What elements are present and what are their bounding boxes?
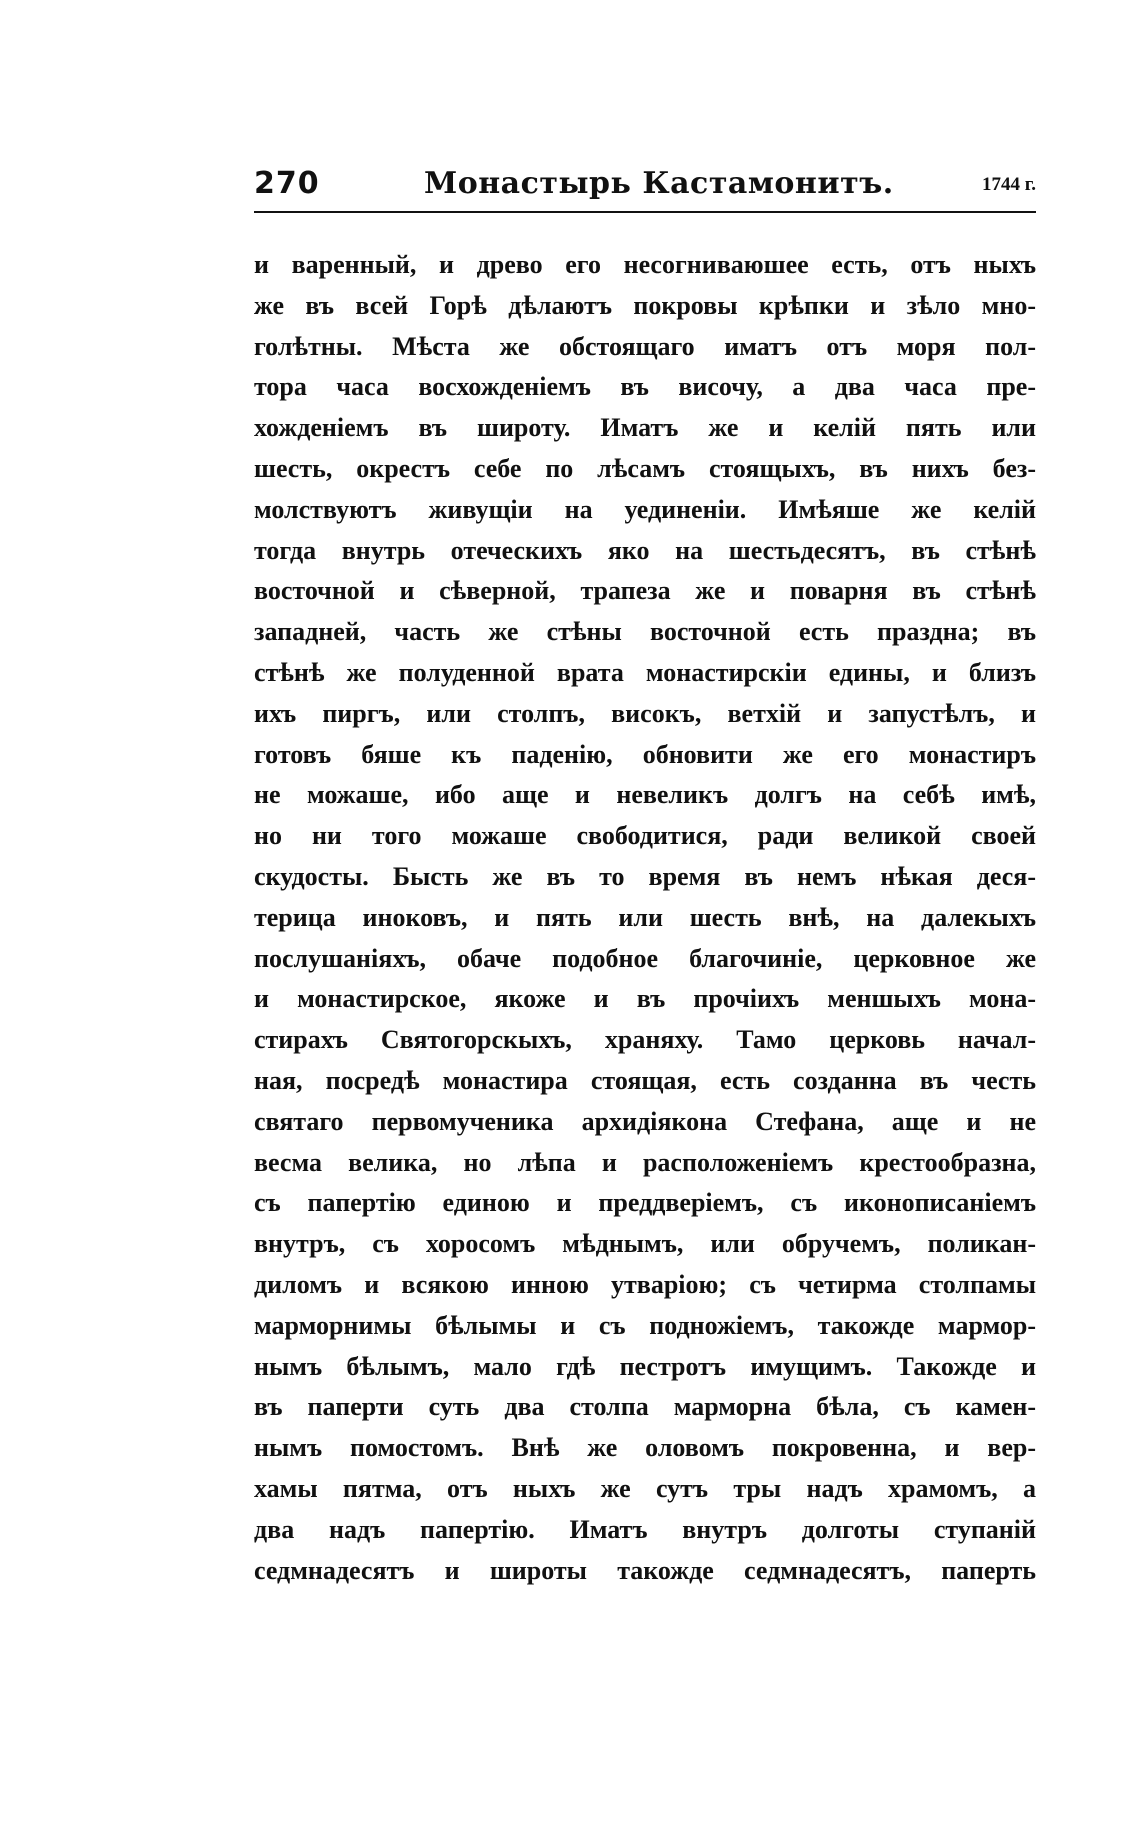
text-line: готовъ бяше къ паденію, обновити же его монастиръ bbox=[254, 739, 1036, 769]
text-line: ная, посредѣ монастира стоящая, есть созданна въ честь bbox=[254, 1065, 1036, 1095]
text-line: нымъ бѣлымъ, мало гдѣ пестротъ имущимъ. Такожде и bbox=[254, 1351, 1036, 1381]
text-line: терица иноковъ, и пять или шесть внѣ, на далекыхъ bbox=[254, 902, 1036, 932]
text-line: стирахъ Святогорскыхъ, храняху. Тамо церковь начал- bbox=[254, 1025, 1036, 1055]
text-line: скудосты. Бысть же въ то время въ немъ нѣкая деся- bbox=[254, 861, 1036, 891]
text-line: диломъ и всякою инною утваріою; съ четирма столпамы bbox=[254, 1269, 1036, 1299]
page-header bbox=[254, 160, 1036, 212]
text-line: два надъ папертію. Иматъ внутръ долготы ступаній bbox=[254, 1514, 1036, 1544]
running-title: Монастырь Кастамонитъ. bbox=[424, 166, 894, 201]
header-rule bbox=[254, 211, 1036, 213]
text-line: нымъ помостомъ. Внѣ же оловомъ покровенна, и вер- bbox=[254, 1433, 1036, 1463]
text-line: не можаше, ибо аще и невеликъ долгъ на себѣ имѣ, bbox=[254, 780, 1036, 810]
text-line: хожденіемъ въ широту. Иматъ же и келій пять или bbox=[254, 413, 1036, 443]
text-line: съ папертію единою и преддверіемъ, съ иконописаніемъ bbox=[254, 1188, 1036, 1218]
text-line: весма велика, но лѣпа и расположеніемъ крестообразна, bbox=[254, 1147, 1036, 1177]
text-line: и варенный, и древо его несогниваюшее есть, отъ ныхъ bbox=[254, 250, 1036, 279]
text-line: ихъ пиргъ, или столпъ, високъ, ветхій и запустѣлъ, и bbox=[254, 698, 1036, 728]
text-line: седмнадесятъ и широты такожде седмнадесятъ, паперть bbox=[254, 1555, 1036, 1585]
text-line: стѣнѣ же полуденной врата монастирскіи едины, и близъ bbox=[254, 657, 1036, 687]
text-line: внутръ, съ хоросомъ мѣднымъ, или обручемъ, поликан- bbox=[254, 1229, 1036, 1259]
text-line: послушаніяхъ, обаче подобное благочиніе, церковное же bbox=[254, 943, 1036, 973]
text-line: тогда внутрь отеческихъ яко на шестьдесятъ, въ стѣнѣ bbox=[254, 535, 1036, 565]
text-line: и монастирское, якоже и въ прочіихъ меншыхъ мона- bbox=[254, 984, 1036, 1014]
text-line: западней, часть же стѣны восточной есть праздна; въ bbox=[254, 617, 1036, 647]
text-line: тора часа восхожденіемъ въ височу, а два часа пре- bbox=[254, 372, 1036, 402]
text-line: молствуютъ живущіи на уединеніи. Имѣяше же келій bbox=[254, 494, 1036, 524]
text-line: хамы пятма, отъ ныхъ же сутъ тры надъ храмомъ, а bbox=[254, 1473, 1036, 1503]
year-label: 1744 г. bbox=[982, 174, 1036, 195]
text-line: марморнимы бѣлымы и съ подножіемъ, такожде мармор- bbox=[254, 1310, 1036, 1340]
text-line: восточной и сѣверной, трапеза же и поварня въ стѣнѣ bbox=[254, 576, 1036, 606]
text-line: святаго первомученика архидіякона Стефана, аще и не bbox=[254, 1106, 1036, 1136]
text-line: въ паперти суть два столпа марморна бѣла, съ камен- bbox=[254, 1392, 1036, 1422]
text-line: же въ всей Горѣ дѣлаютъ покровы крѣпки и зѣло мно- bbox=[254, 290, 1036, 320]
text-line: голѣтны. Мѣста же обстоящаго иматъ отъ моря пол- bbox=[254, 331, 1036, 361]
text-line: шесть, окрестъ себе по лѣсамъ стоящыхъ, въ нихъ без- bbox=[254, 453, 1036, 483]
body-text bbox=[254, 245, 1036, 1591]
page-number: 270 bbox=[254, 166, 320, 201]
text-line: но ни того можаше свободитися, ради великой своей bbox=[254, 821, 1036, 851]
